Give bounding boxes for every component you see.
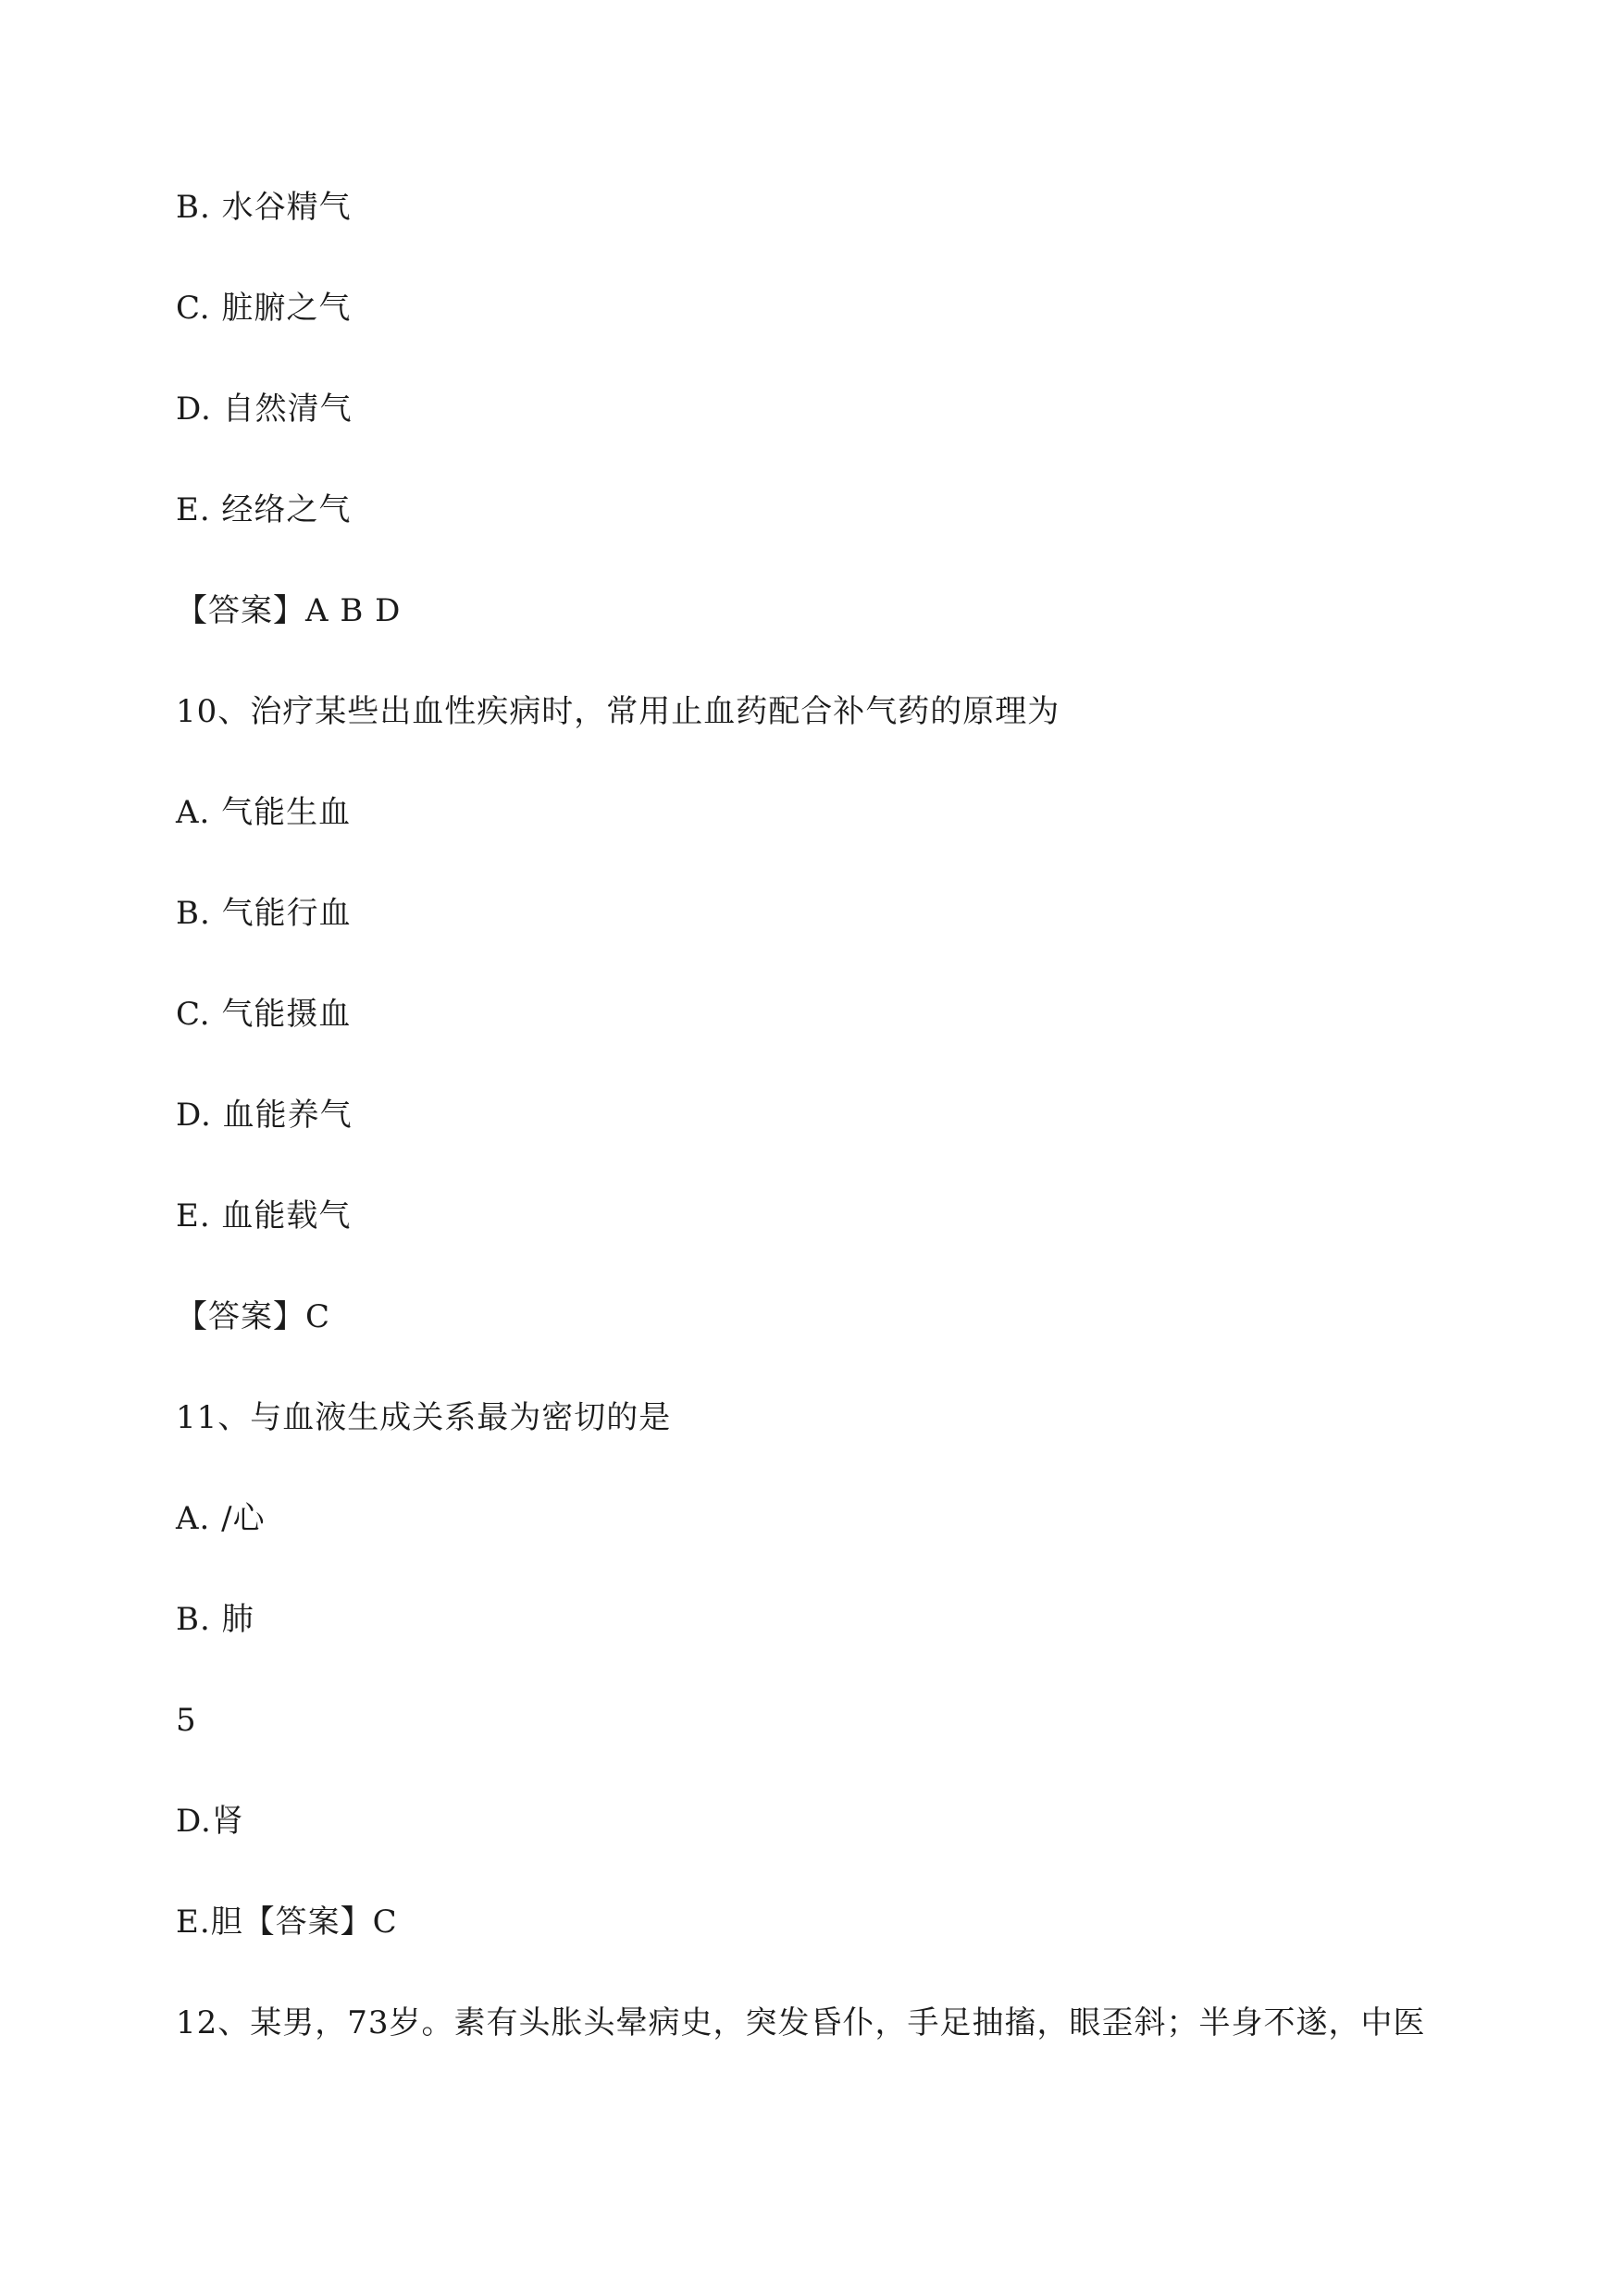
q10-option-b: B. 气能行血 (176, 895, 352, 932)
question-12: 12、某男，73岁。素有头胀头晕病史，突发昏仆，手足抽搐，眼歪斜；半身不遂，中医 (176, 2004, 1426, 2041)
q11-stray-number: 5 (176, 1702, 197, 1739)
q10-answer: 【答案】C (176, 1298, 331, 1335)
option-d-line: D. 自然清气 (176, 391, 353, 428)
q10-option-e: E. 血能载气 (176, 1197, 352, 1234)
option-b-line: B. 水谷精气 (176, 189, 352, 226)
q10-option-d: D. 血能养气 (176, 1097, 353, 1134)
q10-option-a: A. 气能生血 (176, 794, 352, 831)
q11-option-a: A. /心 (176, 1500, 266, 1537)
q11-option-b: B. 肺 (176, 1601, 254, 1638)
option-e-line: E. 经络之气 (176, 491, 352, 528)
q11-option-e-answer: E.胆【答案】C (176, 1904, 398, 1941)
question-10: 10、治疗某些出血性疾病时，常用止血药配合补气药的原理为 (176, 693, 1060, 730)
option-c-line: C. 脏腑之气 (176, 290, 352, 327)
q10-option-c: C. 气能摄血 (176, 996, 352, 1033)
q11-option-d: D.肾 (176, 1803, 244, 1840)
question-11: 11、与血液生成关系最为密切的是 (176, 1399, 672, 1436)
answer-line: 【答案】A B D (176, 592, 402, 629)
